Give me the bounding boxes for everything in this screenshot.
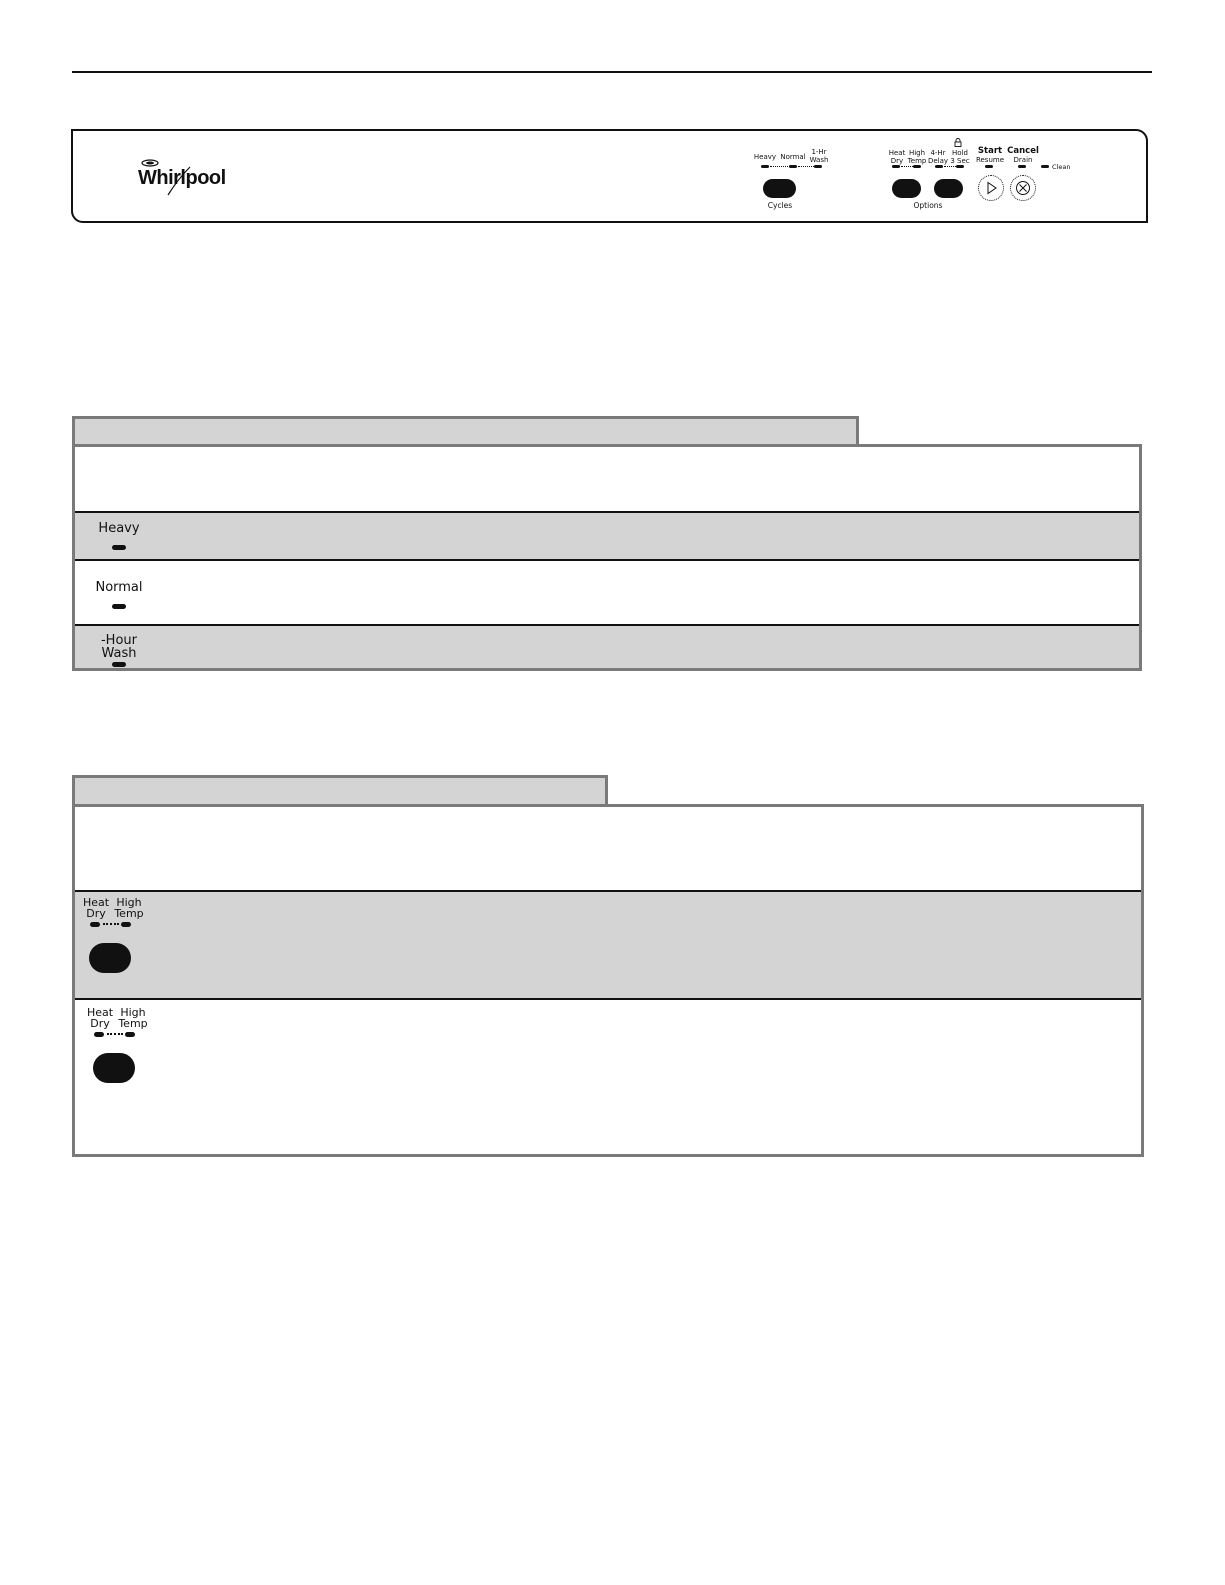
table-row bbox=[75, 998, 1141, 1154]
cycles-button[interactable] bbox=[763, 179, 796, 198]
options-table bbox=[72, 804, 1144, 1157]
option-label-hold-3sec: Hold 3 Sec bbox=[950, 149, 970, 165]
option-row-label-heat-dry: Heat Dry bbox=[82, 896, 110, 920]
cycle-label-normal: Normal bbox=[780, 153, 806, 161]
brand-name: Whirlpool bbox=[138, 167, 226, 189]
control-panel bbox=[71, 129, 1148, 223]
cycle-led-normal bbox=[789, 165, 797, 168]
cycle-row-led bbox=[112, 604, 126, 609]
cancel-button[interactable] bbox=[1010, 175, 1036, 201]
lock-icon bbox=[954, 138, 962, 147]
top-rule bbox=[72, 71, 1152, 73]
start-led bbox=[985, 165, 993, 168]
cycle-dots bbox=[770, 166, 788, 167]
cycle-row-led bbox=[112, 662, 126, 667]
cycle-led-1hr bbox=[814, 165, 822, 168]
option-label-heat-dry: Heat Dry bbox=[888, 149, 906, 165]
option-row-label-high-temp: High Temp bbox=[118, 1006, 148, 1030]
option-dots bbox=[944, 166, 956, 167]
cycles-table-tab bbox=[72, 416, 859, 447]
start-button[interactable] bbox=[978, 175, 1004, 201]
start-sub: Resume bbox=[975, 156, 1005, 164]
cycle-led-heavy bbox=[761, 165, 769, 168]
option-row-label-heat-dry: Heat Dry bbox=[86, 1006, 114, 1030]
option-row-button bbox=[89, 943, 131, 973]
option-led-heat-dry bbox=[892, 165, 900, 168]
options-button-right[interactable] bbox=[934, 179, 963, 198]
cycle-label-1hr-wash: 1-Hr Wash bbox=[809, 148, 829, 164]
table-row bbox=[75, 624, 1139, 668]
cycles-button-label: Cycles bbox=[767, 201, 793, 210]
cycle-row-label: Normal bbox=[95, 580, 143, 595]
option-dots bbox=[901, 166, 913, 167]
option-row-led bbox=[90, 922, 100, 927]
clean-led bbox=[1041, 165, 1049, 168]
option-label-4hr-delay: 4-Hr Delay bbox=[927, 149, 949, 165]
option-row-led bbox=[121, 922, 131, 927]
play-icon bbox=[979, 176, 1003, 200]
table-row bbox=[75, 890, 1141, 998]
cancel-x-icon bbox=[1011, 176, 1035, 200]
table-row bbox=[75, 511, 1139, 559]
option-row-button bbox=[93, 1053, 135, 1083]
option-led-high-temp bbox=[913, 165, 921, 168]
cycle-dots bbox=[798, 166, 814, 167]
option-row-dots bbox=[103, 923, 119, 925]
cycle-row-label: Heavy bbox=[98, 521, 140, 536]
clean-label: Clean bbox=[1052, 163, 1071, 171]
option-led-4hr-delay bbox=[935, 165, 943, 168]
cycles-table bbox=[72, 444, 1142, 671]
option-led-hold bbox=[956, 165, 964, 168]
cancel-sub: Drain bbox=[1013, 156, 1033, 164]
start-title: Start bbox=[977, 146, 1003, 156]
cancel-title: Cancel bbox=[1007, 146, 1039, 156]
whirlpool-logo bbox=[138, 159, 228, 199]
option-row-led bbox=[94, 1032, 104, 1037]
option-label-high-temp: High Temp bbox=[907, 149, 927, 165]
option-row-dots bbox=[107, 1033, 123, 1035]
cycle-label-heavy: Heavy bbox=[753, 153, 777, 161]
cancel-led bbox=[1018, 165, 1026, 168]
options-button-label: Options bbox=[913, 201, 943, 210]
cycle-row-led bbox=[112, 545, 126, 550]
option-row-led bbox=[125, 1032, 135, 1037]
table-row bbox=[75, 559, 1139, 624]
options-table-tab bbox=[72, 775, 608, 807]
cycle-row-label: -Hour Wash bbox=[100, 633, 137, 661]
option-row-label-high-temp: High Temp bbox=[114, 896, 144, 920]
options-button-left[interactable] bbox=[892, 179, 921, 198]
